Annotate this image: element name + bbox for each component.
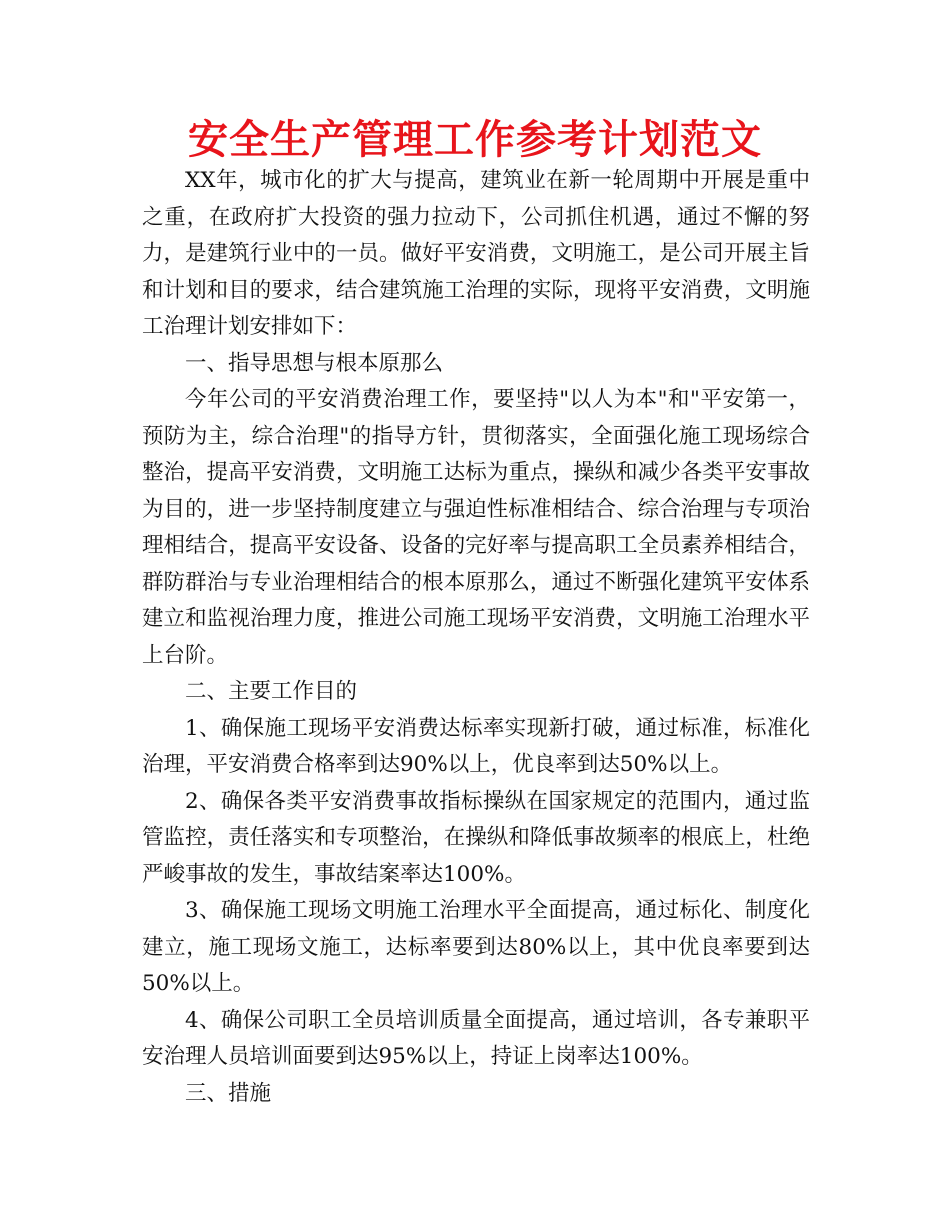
section-heading-guiding-principles: 一、指导思想与根本原那么 [185, 350, 444, 376]
goal-item-3: 3、确保施工现场文明施工治理水平全面提高，通过标化、制度化建立，施工现场文施工，达标率要到达80%以上，其中优良率要到达50%以上。 [142, 898, 810, 996]
section-heading-main-goals: 二、主要工作目的 [185, 679, 358, 704]
paragraph-guiding-principles: 今年公司的平安消费治理工作，要坚持"以人为本"和"平安第一，预防为主，综合治理"的指导方针，贯彻落实，全面强化施工现场综合整治，提高平安消费，文明施工达标为重点，操纵和减少各类平安事故为目的，进一步坚持制度建立与强迫性标准相结合、综合治理与专项治理相结合，提高平安设备、设备的完好率与提高职工全员素养相结合，群防群治与专业治理相结合的根本原那么，通过不断强化建筑平安体系建立和监视治理力度，推进公司施工现场平安消费，文明施工治理水平上台阶。 [142, 387, 810, 668]
goal-item-1: 1、确保施工现场平安消费达标率实现新打破，通过标准，标准化治理，平安消费合格率到达90%以上，优良率到达50%以上。 [142, 715, 810, 777]
document-title: 安全生产管理工作参考计划范文 [188, 117, 762, 163]
goal-item-4: 4、确保公司职工全员培训质量全面提高，通过培训，各专兼职平安治理人员培训面要到达95%以上，持证上岗率达100%。 [142, 1007, 810, 1069]
document-body [142, 163, 810, 1112]
goal-item-2: 2、确保各类平安消费事故指标操纵在国家规定的范围内，通过监管监控，责任落实和专项整治，在操纵和降低事故频率的根底上，杜绝严峻事故的发生，事故结案率达100%。 [142, 788, 810, 887]
section-heading-measures: 三、措施 [185, 1080, 272, 1106]
paragraph-intro: XX年，城市化的扩大与提高，建筑业在新一轮周期中开展是重中之重，在政府扩大投资的强力拉动下，公司抓住机遇，通过不懈的努力，是建筑行业中的一员。做好平安消费，文明施工，是公司开展主旨和计划和目的要求，结合建筑施工治理的实际，现将平安消费，文明施工治理计划安排如下： [142, 168, 810, 339]
